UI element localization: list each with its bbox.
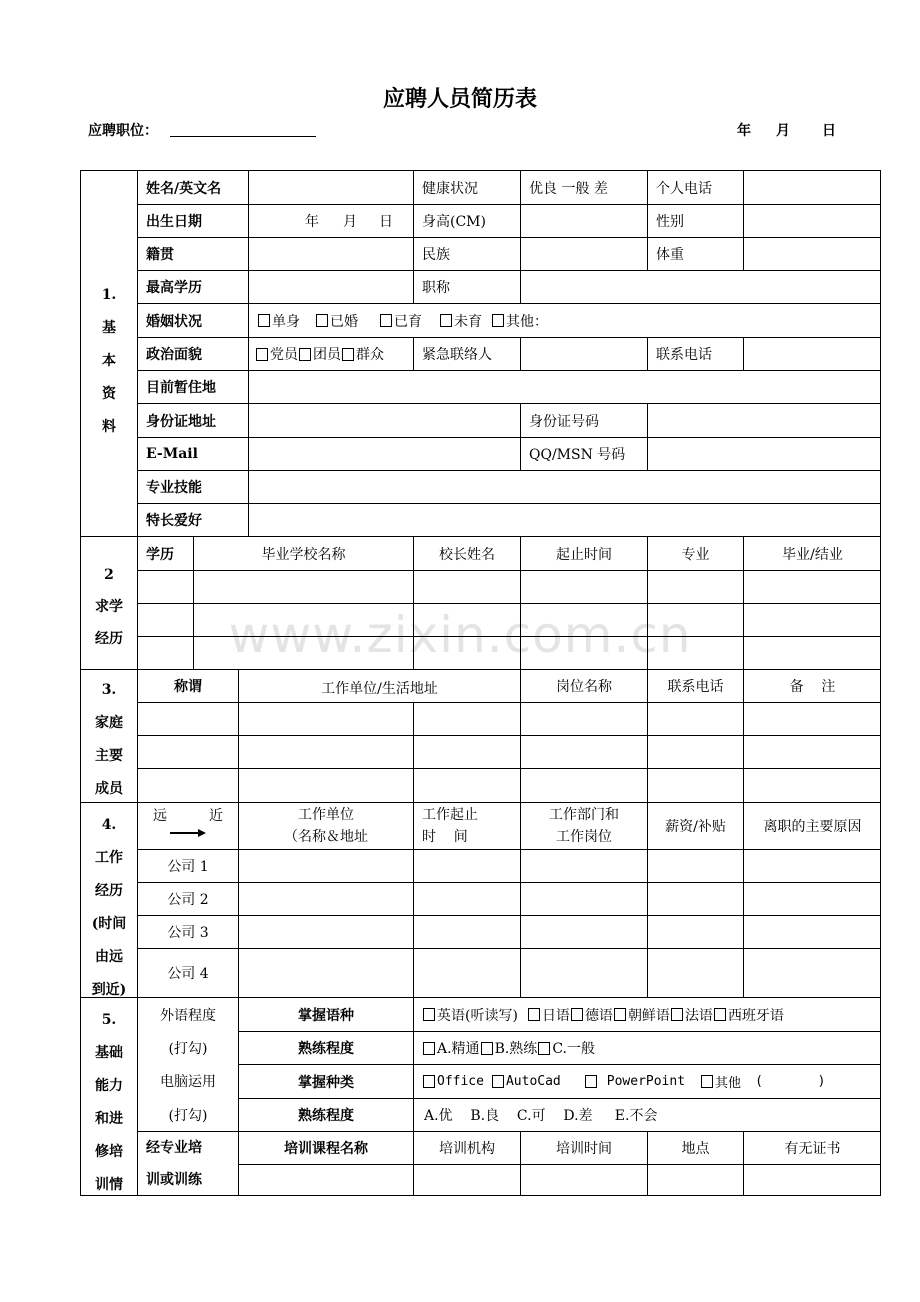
work-header-order — [137, 802, 238, 849]
option-label: 德语 — [584, 1007, 613, 1024]
gender-field[interactable] — [743, 204, 881, 237]
edu-cell[interactable] — [413, 570, 520, 603]
section-text: 能力 — [95, 1078, 123, 1094]
checkbox[interactable] — [671, 1008, 683, 1021]
soft-level-options[interactable]: A.优 B.良 C.可 D.差 E.不会 — [413, 1098, 881, 1131]
family-header-position: 岗位名称 — [520, 669, 647, 702]
qq-label: QQ/MSN 号码 — [520, 437, 647, 470]
id-number-label: 身份证号码 — [520, 403, 647, 437]
train-cell[interactable] — [520, 1164, 647, 1196]
family-cell[interactable] — [238, 768, 413, 802]
family-cell[interactable] — [413, 768, 520, 802]
education-level-field[interactable] — [248, 270, 413, 303]
section-text: 工作 — [95, 850, 123, 866]
option-label: A.精通 — [437, 1041, 480, 1057]
work-header-reason: 离职的主要原因 — [743, 802, 881, 849]
edu-cell[interactable] — [137, 570, 193, 603]
birth-field[interactable] — [248, 204, 413, 237]
checkbox[interactable] — [423, 1042, 435, 1055]
checkbox[interactable] — [440, 314, 452, 327]
option-label: AutoCad — [505, 1074, 561, 1089]
section-text: 4. — [101, 817, 117, 833]
option-label: 单身 — [272, 313, 300, 330]
section-text: (时间 — [91, 916, 127, 932]
work-cell[interactable] — [238, 915, 413, 948]
job-title-label: 职称 — [413, 270, 520, 303]
checkbox[interactable] — [423, 1075, 435, 1088]
section-basic-label — [80, 170, 137, 536]
family-cell[interactable] — [137, 768, 238, 802]
work-header-salary: 薪资/补贴 — [647, 802, 743, 849]
address-field[interactable] — [248, 370, 881, 403]
company-label: 公司 2 — [137, 882, 238, 915]
section-text: 到近) — [91, 982, 127, 997]
section-text: 求学 — [95, 599, 123, 615]
work-cell[interactable] — [238, 882, 413, 915]
native-label: 籍贯 — [137, 237, 248, 270]
gender-label: 性别 — [647, 204, 743, 237]
date-year: 年 — [737, 123, 751, 139]
ethnic-label: 民族 — [413, 237, 520, 270]
work-cell[interactable] — [413, 948, 520, 997]
hobby-field[interactable] — [248, 503, 881, 536]
edu-cell[interactable] — [520, 603, 647, 636]
weight-label: 体重 — [647, 237, 743, 270]
edu-cell[interactable] — [520, 570, 647, 603]
work-cell[interactable] — [520, 849, 647, 882]
training-label-line: 训或训练 — [146, 1172, 202, 1188]
section-text: 基础 — [95, 1045, 123, 1061]
work-header-unit — [238, 802, 413, 849]
family-cell[interactable] — [238, 702, 413, 736]
birth-year: 年 — [305, 214, 319, 230]
family-cell[interactable] — [743, 768, 881, 802]
family-cell[interactable] — [647, 735, 743, 769]
work-cell[interactable] — [238, 849, 413, 882]
political-label: 政治面貌 — [137, 337, 248, 370]
work-header-dept — [520, 802, 647, 849]
edu-cell[interactable] — [743, 570, 881, 603]
edu-header-school: 毕业学校名称 — [193, 536, 413, 570]
soft-level-label: 熟练程度 — [238, 1098, 413, 1131]
email-field[interactable] — [248, 437, 520, 470]
train-cell[interactable] — [238, 1164, 413, 1196]
work-cell[interactable] — [647, 882, 743, 915]
marital-options[interactable] — [248, 303, 881, 337]
id-number-field[interactable] — [647, 403, 881, 437]
name-field[interactable] — [248, 170, 413, 204]
option-label: 法语 — [684, 1007, 713, 1024]
skill-label: 专业技能 — [137, 470, 248, 503]
checkbox[interactable] — [492, 314, 504, 327]
option-label: 西班牙语 — [727, 1007, 784, 1024]
train-cell[interactable] — [743, 1164, 881, 1196]
option-label: 团员 — [313, 347, 341, 363]
edu-header-principal: 校长姓名 — [413, 536, 520, 570]
option-label: C.一般 — [552, 1041, 595, 1057]
lang-kind-options[interactable] — [413, 997, 881, 1031]
education-level-label: 最高学历 — [137, 270, 248, 303]
emergency-label: 紧急联络人 — [413, 337, 520, 370]
marital-label: 婚姻状况 — [137, 303, 248, 337]
watermark: www.zixin.com.cn — [228, 606, 692, 664]
checkbox[interactable] — [701, 1075, 713, 1088]
family-header-relation: 称谓 — [137, 669, 238, 702]
section-text: 由远 — [95, 949, 123, 965]
work-cell[interactable] — [520, 948, 647, 997]
train-header-course: 培训课程名称 — [238, 1131, 413, 1164]
work-cell[interactable] — [743, 849, 881, 882]
header-line: 工作岗位 — [556, 829, 612, 845]
train-header-place: 地点 — [647, 1131, 743, 1164]
family-header-phone: 联系电话 — [647, 669, 743, 702]
option-label: 党员 — [270, 347, 298, 363]
birth-month: 月 — [343, 214, 357, 230]
train-header-cert: 有无证书 — [743, 1131, 881, 1164]
page-title: 应聘人员简历表 — [382, 86, 537, 112]
work-cell[interactable] — [238, 948, 413, 997]
political-options[interactable] — [248, 337, 413, 370]
section-text: 修培 — [95, 1144, 123, 1160]
work-cell[interactable] — [413, 882, 520, 915]
company-label: 公司 1 — [137, 849, 238, 882]
option-label: 未育 — [454, 313, 482, 330]
native-field[interactable] — [248, 237, 413, 270]
edu-header-graduation: 毕业/结业 — [743, 536, 881, 570]
edu-cell[interactable] — [193, 570, 413, 603]
edu-cell[interactable] — [520, 636, 647, 669]
train-cell[interactable] — [647, 1164, 743, 1196]
section-text: 料 — [102, 419, 116, 435]
height-field[interactable] — [520, 204, 647, 237]
family-cell[interactable] — [520, 768, 647, 802]
edu-cell[interactable] — [137, 603, 193, 636]
work-header-period — [413, 802, 520, 849]
edu-cell[interactable] — [647, 603, 743, 636]
hobby-label: 特长爱好 — [137, 503, 248, 536]
checkbox[interactable] — [614, 1008, 626, 1021]
birth-label: 出生日期 — [137, 204, 248, 237]
section-text: 家庭 — [95, 715, 123, 731]
health-label: 健康状况 — [413, 170, 520, 204]
checkbox[interactable] — [492, 1075, 504, 1088]
near-label: 近 — [209, 808, 223, 824]
right-arrow-icon — [170, 829, 206, 837]
header-line: 工作部门和 — [549, 807, 619, 823]
work-cell[interactable] — [743, 948, 881, 997]
soft-kind-label: 掌握种类 — [238, 1064, 413, 1098]
other-field[interactable]: ( ) — [755, 1074, 826, 1089]
train-cell[interactable] — [413, 1164, 520, 1196]
address-label: 目前暂住地 — [137, 370, 248, 403]
header-line: （名称＆地址 — [284, 829, 368, 845]
option-label: Office — [437, 1074, 484, 1089]
company-label: 公司 4 — [137, 948, 238, 997]
section-text: 5. — [101, 1012, 117, 1028]
section-text: 和进 — [95, 1111, 123, 1127]
edu-cell[interactable] — [743, 603, 881, 636]
edu-header-major: 专业 — [647, 536, 743, 570]
family-cell[interactable] — [743, 735, 881, 769]
section-text: 经历 — [95, 631, 123, 647]
work-cell[interactable] — [413, 849, 520, 882]
edu-cell[interactable] — [193, 603, 413, 636]
ethnic-field[interactable] — [520, 237, 647, 270]
training-label-line: 经专业培 — [146, 1140, 202, 1156]
section-ability-label — [80, 997, 137, 1196]
checkbox[interactable] — [585, 1075, 597, 1088]
family-cell[interactable] — [743, 702, 881, 736]
edu-cell[interactable] — [193, 636, 413, 669]
training-label — [137, 1131, 238, 1196]
checkbox[interactable] — [714, 1008, 726, 1021]
edu-cell[interactable] — [137, 636, 193, 669]
work-cell[interactable] — [413, 915, 520, 948]
checkbox[interactable] — [342, 348, 354, 361]
section-text: 训情 — [95, 1177, 123, 1193]
phone-field[interactable] — [743, 170, 881, 204]
health-options[interactable]: 优良 一般 差 — [520, 170, 647, 204]
work-cell[interactable] — [520, 915, 647, 948]
weight-field[interactable] — [743, 237, 881, 270]
family-cell[interactable] — [137, 702, 238, 736]
checkbox[interactable] — [528, 1008, 540, 1021]
section-text: 1. — [101, 287, 117, 303]
contact-phone-label: 联系电话 — [647, 337, 743, 370]
checkbox[interactable] — [256, 348, 268, 361]
family-cell[interactable] — [238, 735, 413, 769]
edu-cell[interactable] — [743, 636, 881, 669]
work-cell[interactable] — [743, 915, 881, 948]
family-cell[interactable] — [647, 702, 743, 736]
train-header-time: 培训时间 — [520, 1131, 647, 1164]
checkbox[interactable] — [316, 314, 328, 327]
family-cell[interactable] — [520, 702, 647, 736]
section-work-label — [80, 802, 137, 997]
option-label: PowerPoint — [606, 1074, 686, 1089]
work-cell[interactable] — [520, 882, 647, 915]
section-text: 主要 — [95, 748, 123, 764]
section-text: 经历 — [95, 883, 123, 899]
work-cell[interactable] — [647, 915, 743, 948]
family-cell[interactable] — [413, 735, 520, 769]
header-line: 工作单位 — [298, 807, 354, 823]
edu-cell[interactable] — [413, 603, 520, 636]
checkbox[interactable] — [571, 1008, 583, 1021]
checkbox[interactable] — [538, 1042, 550, 1055]
edu-cell[interactable] — [647, 636, 743, 669]
checkbox[interactable] — [299, 348, 311, 361]
section-text: 基 — [102, 320, 116, 336]
family-cell[interactable] — [520, 735, 647, 769]
family-header-notes: 备 注 — [743, 669, 881, 702]
skill-field[interactable] — [248, 470, 881, 503]
checkbox[interactable] — [380, 314, 392, 327]
id-address-field[interactable] — [248, 403, 520, 437]
job-title-field[interactable] — [520, 270, 881, 303]
checkbox[interactable] — [481, 1042, 493, 1055]
computer-label: 电脑运用 — [137, 1064, 238, 1098]
lang-level-options[interactable] — [413, 1031, 881, 1064]
date-month: 月 — [776, 123, 790, 139]
section-education-label — [80, 536, 137, 669]
checkbox[interactable] — [423, 1008, 435, 1021]
option-label: 已婚 — [330, 313, 358, 330]
family-cell[interactable] — [137, 735, 238, 769]
option-label: B.熟练 — [494, 1041, 538, 1057]
lang-level-label: 熟练程度 — [238, 1031, 413, 1064]
train-header-org: 培训机构 — [413, 1131, 520, 1164]
far-label: 远 — [153, 808, 167, 824]
section-text: 成员 — [95, 781, 123, 797]
section-text: 本 — [102, 353, 116, 369]
edu-header-degree: 学历 — [137, 536, 193, 570]
family-cell[interactable] — [647, 768, 743, 802]
checkbox[interactable] — [258, 314, 270, 327]
option-label: 群众 — [356, 347, 384, 363]
phone-label: 个人电话 — [647, 170, 743, 204]
option-label: 朝鲜语 — [627, 1007, 670, 1024]
section-text: 2 — [104, 567, 114, 583]
option-label: 其他 — [715, 1076, 742, 1091]
family-header-address: 工作单位/生活地址 — [238, 669, 520, 702]
emergency-field[interactable] — [520, 337, 647, 370]
id-address-label: 身份证地址 — [137, 403, 248, 437]
lang-kind-label: 掌握语种 — [238, 997, 413, 1031]
header-line: 工作起止 — [422, 807, 478, 823]
position-input-line[interactable] — [170, 136, 316, 137]
edu-cell[interactable] — [647, 570, 743, 603]
work-cell[interactable] — [647, 948, 743, 997]
birth-day: 日 — [379, 214, 393, 230]
option-label: 已育 — [394, 313, 422, 330]
height-label: 身高(CM) — [413, 204, 520, 237]
email-label: E-Mail — [137, 437, 248, 470]
option-label: 英语(听读写) — [437, 1007, 518, 1024]
qq-field[interactable] — [647, 437, 881, 470]
option-label: 日语 — [541, 1007, 570, 1024]
position-label: 应聘职位： — [88, 123, 158, 139]
family-cell[interactable] — [413, 702, 520, 736]
lang-label: 外语程度 — [137, 997, 238, 1031]
section-family-label — [80, 669, 137, 802]
section-text: 3. — [101, 682, 117, 698]
work-cell[interactable] — [647, 849, 743, 882]
option-label: 其他： — [506, 313, 548, 330]
name-label: 姓名/英文名 — [137, 170, 248, 204]
soft-kind-options[interactable] — [413, 1064, 881, 1098]
date-day: 日 — [822, 123, 836, 139]
computer-check-hint: (打勾) — [137, 1098, 238, 1131]
edu-cell[interactable] — [413, 636, 520, 669]
edu-header-period: 起止时间 — [520, 536, 647, 570]
lang-check-hint: (打勾) — [137, 1031, 238, 1064]
header-line: 时 间 — [422, 829, 468, 845]
work-cell[interactable] — [743, 882, 881, 915]
company-label: 公司 3 — [137, 915, 238, 948]
contact-phone-field[interactable] — [743, 337, 881, 370]
section-text: 资 — [102, 386, 116, 402]
